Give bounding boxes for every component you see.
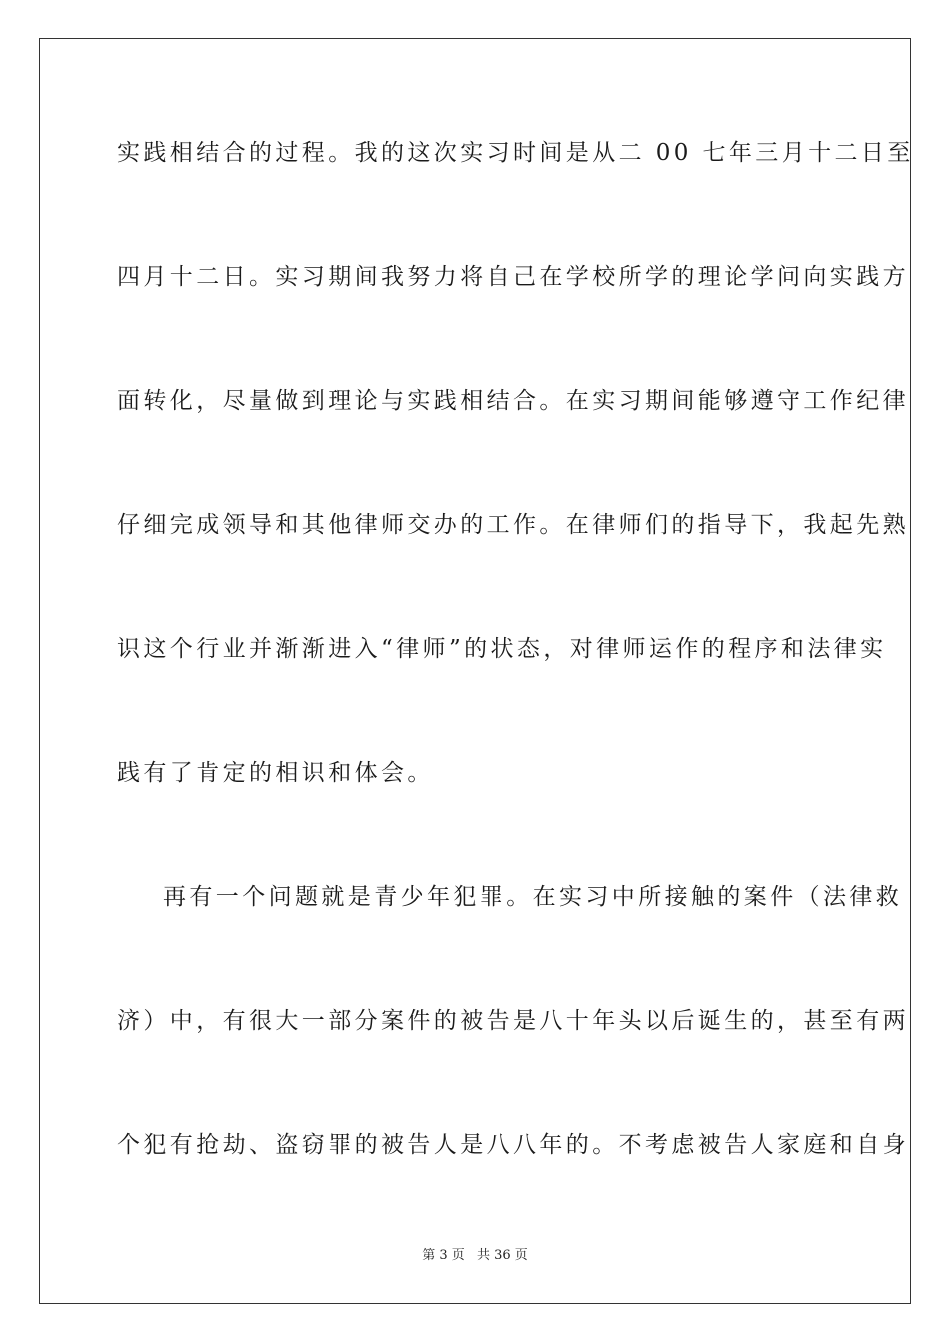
page-number: 第 3 页 (422, 1248, 465, 1263)
paragraph-line: 实践相结合的过程。我的这次实习时间是从二 00 七年三月十二日至 (117, 140, 914, 166)
paragraph-line: 个犯有抢劫、盗窃罪的被告人是八八年的。不考虑被告人家庭和自身 (117, 1132, 909, 1158)
paragraph-line: 识这个行业并渐渐进入“律师”的状态，对律师运作的程序和法律实 (117, 636, 887, 662)
paragraph-line: 仔细完成领导和其他律师交办的工作。在律师们的指导下，我起先熟 (117, 512, 909, 538)
page-footer (0, 1247, 950, 1265)
paragraph-line: 践有了肯定的相识和体会。 (117, 760, 434, 786)
page-total: 共 36 页 (476, 1248, 528, 1263)
paragraph-line: 四月十二日。实习期间我努力将自己在学校所学的理论学问向实践方 (117, 264, 909, 290)
paragraph-line: 再有一个问题就是青少年犯罪。在实习中所接触的案件（法律救 (163, 884, 903, 910)
paragraph-line: 济）中，有很大一部分案件的被告是八十年头以后诞生的，甚至有两 (117, 1008, 909, 1034)
page-border (39, 38, 914, 1304)
paragraph-line: 面转化，尽量做到理论与实践相结合。在实习期间能够遵守工作纪律 (117, 388, 909, 414)
